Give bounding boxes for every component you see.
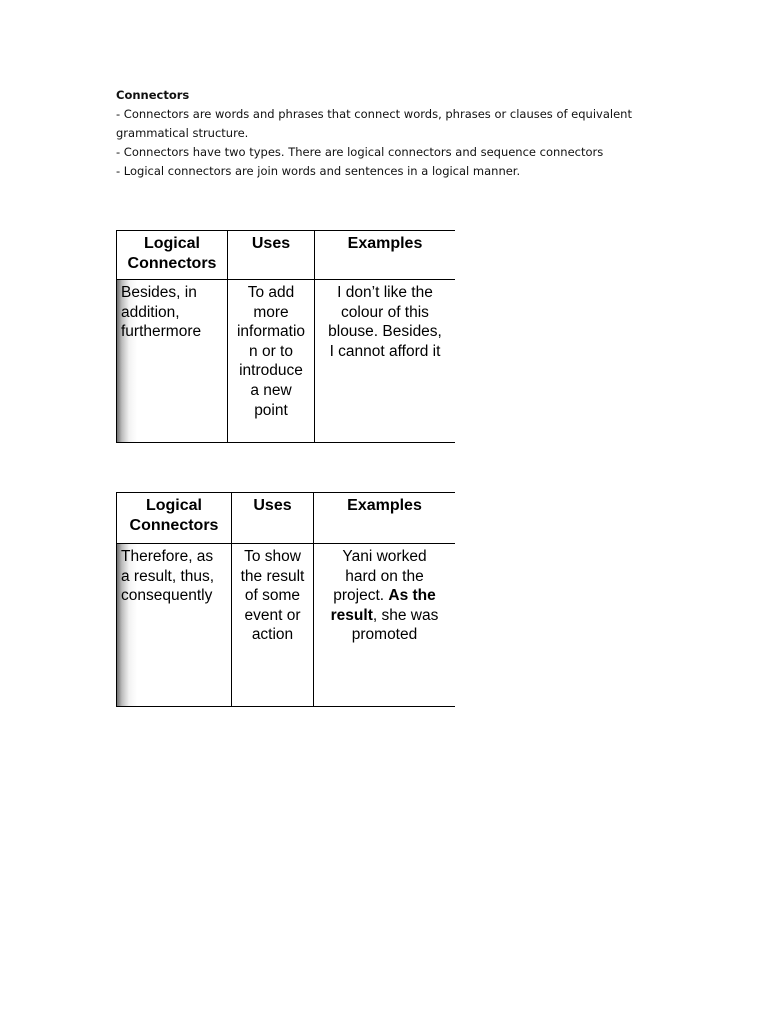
connectors-table-2 — [116, 492, 455, 707]
cell-line: event or — [244, 606, 301, 624]
intro-line-3: - Connectors have two types. There are logical connectors and sequence connectors — [116, 145, 604, 159]
cell-uses — [228, 280, 315, 442]
cell-line: point — [254, 401, 288, 419]
cell-uses — [232, 544, 314, 706]
example-text: project. — [333, 587, 389, 605]
cell-line: I don’t like the — [337, 284, 433, 301]
table-row — [117, 544, 455, 706]
header-uses: Uses — [232, 493, 314, 543]
header-examples: Examples — [347, 235, 423, 252]
header-text: Logical — [145, 497, 202, 514]
cell-line: introduce — [239, 362, 303, 380]
cell-connectors — [117, 544, 232, 706]
intro-text — [116, 86, 676, 181]
header-logical-connectors — [117, 231, 228, 279]
intro-line-4: - Logical connectors are join words and sentences in a logical manner. — [116, 164, 521, 178]
cell-line: the result — [240, 567, 305, 585]
cell-line: hard on the — [345, 567, 424, 585]
table-header-row — [117, 493, 455, 544]
table-header-row — [117, 231, 455, 280]
cell-line: n or to — [249, 342, 293, 360]
cell-connectors — [117, 280, 228, 442]
example-text: , she was — [372, 606, 439, 624]
cell-line: To add — [247, 284, 295, 301]
header-logical-connectors — [117, 493, 232, 543]
cell-line: Besides, in — [121, 284, 197, 301]
header-text: Connectors — [129, 517, 219, 534]
cell-line: informatio — [236, 323, 306, 341]
page-title: Connectors — [116, 88, 190, 102]
intro-line-2: grammatical structure. — [116, 126, 249, 140]
cell-line: addition, — [121, 303, 180, 321]
cell-line — [314, 606, 455, 626]
cell-line: To show — [244, 548, 301, 565]
header-text: Connectors — [127, 255, 217, 272]
cell-line: blouse. Besides, — [328, 323, 442, 341]
header-uses: Uses — [228, 231, 315, 279]
header-text: Logical — [143, 235, 200, 252]
cell-examples — [314, 544, 455, 706]
cell-line: more — [253, 303, 289, 321]
cell-line: promoted — [351, 626, 418, 644]
cell-line: I cannot afford it — [329, 342, 441, 360]
cell-examples — [315, 280, 455, 442]
cell-line: colour of this — [341, 303, 429, 321]
cell-line: a result, thus, — [121, 567, 215, 585]
cell-line — [314, 586, 455, 606]
example-bold-text: result — [330, 606, 373, 624]
cell-line: Yani worked — [342, 548, 427, 565]
table-row — [117, 280, 455, 442]
cell-line: of some — [244, 587, 301, 605]
cell-line: furthermore — [121, 323, 202, 341]
cell-line: a new — [250, 381, 292, 399]
example-bold-text: As the — [388, 587, 436, 605]
header-examples: Examples — [347, 497, 422, 514]
intro-line-1: - Connectors are words and phrases that connect words, phrases or clauses of equivalent — [116, 107, 632, 121]
connectors-table-1 — [116, 230, 455, 443]
cell-line: Therefore, as — [121, 548, 214, 565]
cell-line: action — [251, 626, 294, 644]
cell-line: consequently — [121, 587, 213, 605]
